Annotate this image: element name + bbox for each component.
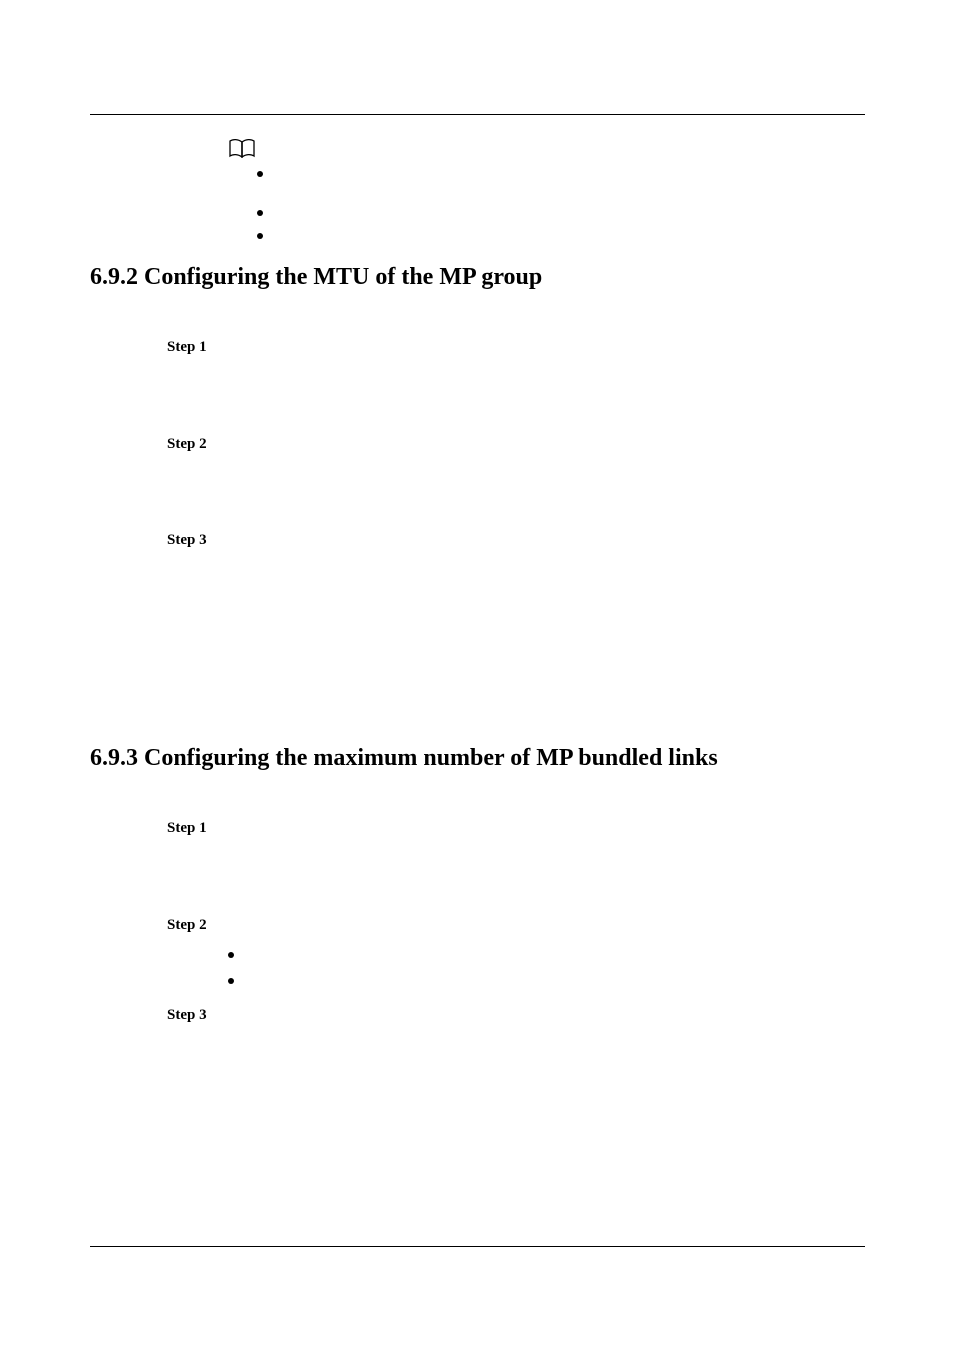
step-label: Step 2 — [167, 436, 207, 452]
footer-rule — [90, 1246, 865, 1247]
section-heading-bundled-links: 6.9.3 Configuring the maximum number of MP bundled links — [90, 745, 718, 771]
note-bullet-3 — [257, 233, 263, 239]
book-icon — [229, 138, 255, 158]
step-label: Step 2 — [167, 917, 207, 933]
note-bullet-2 — [257, 210, 263, 216]
note-bullet-1 — [257, 171, 263, 177]
step-label: Step 3 — [167, 532, 207, 548]
step-label: Step 3 — [167, 1007, 207, 1023]
step-bullet-2 — [228, 978, 234, 984]
step-bullet-1 — [228, 952, 234, 958]
header-rule — [90, 114, 865, 115]
section-heading-mtu: 6.9.2 Configuring the MTU of the MP group — [90, 264, 543, 290]
step-label: Step 1 — [167, 339, 207, 355]
step-label: Step 1 — [167, 820, 207, 836]
